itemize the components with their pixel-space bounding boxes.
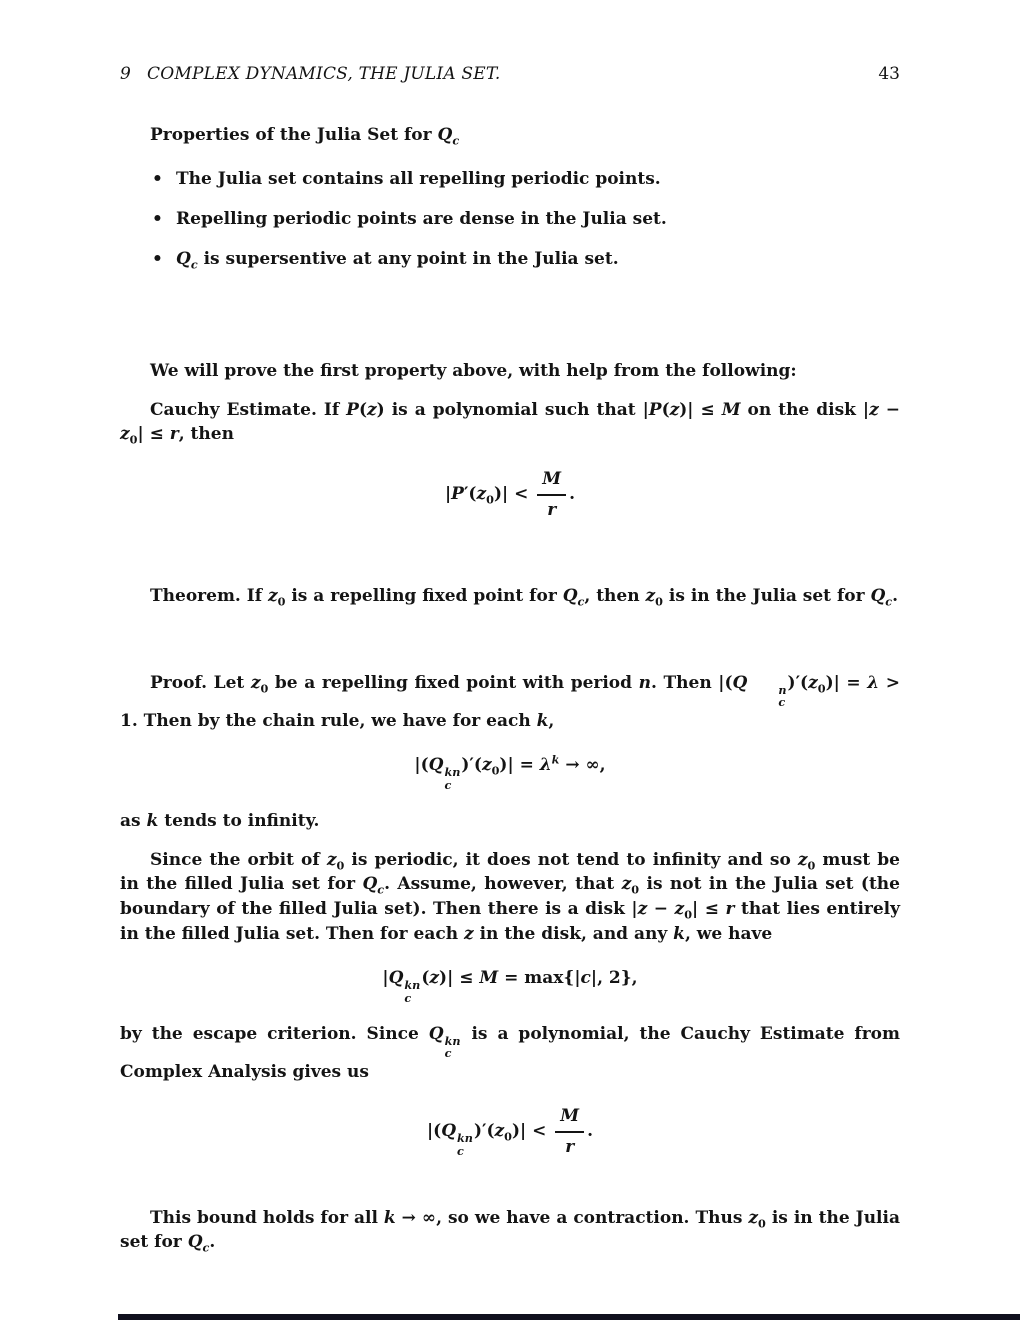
as-k-paragraph: as k tends to infinity. [120, 811, 320, 832]
bullet-icon: • [152, 169, 163, 190]
page-header [120, 62, 900, 87]
since-paragraph: Since the orbit of $z_0$ is periodic, it does not tend to infinity and so $z_0$ must be in the filled Julia set for $Q_c$. Assume, however, that $z_0$ is not in the Julia set (the boundary of the filled Julia set). Then there is a disk $|z - z_0| \le r$ that lies entirely in the filled Julia set. Then for each z in the disk, and any k, we have [120, 849, 901, 944]
list-item-text: Repelling periodic points are dense in the Julia set. [176, 208, 667, 229]
bullet-icon: • [152, 208, 163, 229]
escape-criterion-paragraph: by the escape criterion. Since Q kn c is a polynomial, the Cauchy Estimate from Complex Analysis gives us [120, 1024, 900, 1082]
running-section-title [120, 62, 501, 87]
page-number: 43 [878, 64, 900, 84]
scan-edge-artifact [118, 1314, 1020, 1320]
list-item [152, 247, 900, 272]
proof-paragraph: Proof. Let $z_0$ be a repelling fixed point with period n. Then |(Q n c )$'(z_0)| = \lambda > 1$. Then by the chain rule, we have for each k, [120, 673, 901, 731]
theorem-paragraph: Theorem. If $z_0$ is a repelling fixed point for $Q_c$, then $z_0$ is in the Julia set for $Q_c$. [150, 586, 899, 609]
cauchy-estimate-equation: $|P'(z_0)|$ < $\frac{M}{r}$ . [444, 469, 576, 520]
section-number: 9 [120, 64, 132, 84]
properties-list [120, 167, 900, 271]
list-item-text: $Q_c$ is supersentive at any point in the Julia set. [176, 248, 619, 271]
page-body [120, 123, 900, 1255]
list-item-text: The Julia set contains all repelling periodic points. [176, 169, 661, 190]
escape-bound-equation: |Q kn c (z)| ≤ M = max{|c|, 2}, [382, 968, 638, 1005]
list-item [152, 167, 900, 192]
bullet-icon: • [152, 248, 163, 269]
cauchy-derivative-equation: |(Q kn c )$'(z_0)|$ < $\frac{M}{r}$ . [426, 1106, 594, 1158]
cauchy-estimate-paragraph: Cauchy Estimate. If P(z) is a polynomial such that |P(z)| ≤ M on the disk $|z - z_0| \le r$, then [120, 399, 900, 447]
section-title-text: COMPLEX DYNAMICS, THE JULIA SET. [147, 64, 501, 84]
chain-rule-equation: |(Q kn c )$'(z_0)| = \lambda^k$ → ∞, [414, 752, 606, 792]
properties-heading: Properties of the Julia Set for $Q_c$ [150, 124, 460, 148]
list-item [152, 207, 900, 232]
prove-paragraph: We will prove the first property above, with help from the following: [150, 361, 797, 382]
conclusion-paragraph: This bound holds for all k → ∞, so we have a contraction. Thus $z_0$ is in the Julia set for $Q_c$. [120, 1207, 900, 1255]
